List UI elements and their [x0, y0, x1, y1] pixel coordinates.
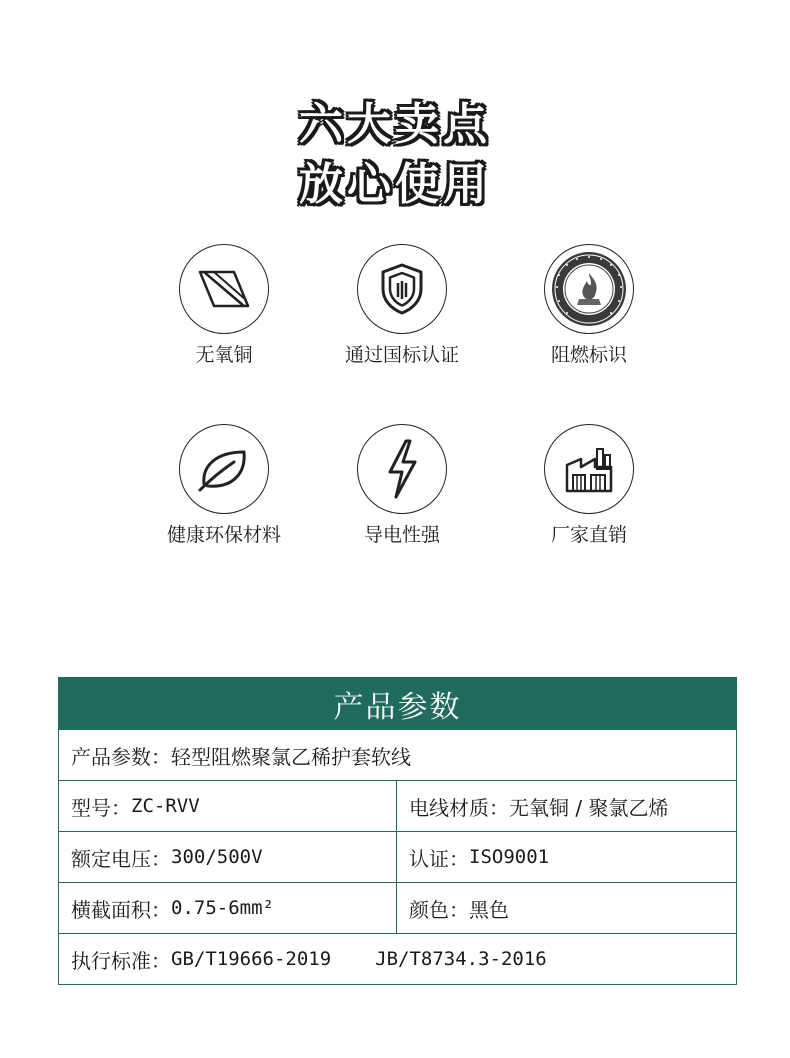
voltage-label: 额定电压：: [71, 846, 171, 871]
standard-value-1: GB/T19666-2019: [171, 948, 332, 970]
feature-label: 导电性强: [363, 524, 440, 546]
material-value: 无氧铜 / 聚氯乙烯: [509, 795, 669, 820]
lightning-icon: [357, 424, 447, 514]
cert-value: ISO9001: [469, 846, 550, 868]
params-row-section: [59, 882, 736, 933]
cert-cell: [397, 832, 736, 882]
feature-label: 厂家直销: [550, 524, 627, 546]
feature-national-standard: [302, 244, 502, 367]
params-row-model: [59, 780, 736, 831]
leaf-icon: [179, 424, 269, 514]
voltage-value: 300/500V: [171, 846, 263, 868]
color-value: 黑色: [469, 897, 509, 922]
model-cell: [59, 781, 397, 831]
standard-cell: [59, 934, 736, 984]
section-label: 横截面积：: [71, 897, 171, 922]
shield-icon: [357, 244, 447, 334]
factory-icon: [544, 424, 634, 514]
section-value: 0.75-6mm²: [171, 897, 274, 919]
voltage-cell: [59, 832, 397, 882]
certification-seal-icon: [544, 244, 634, 334]
material-cell: [397, 781, 736, 831]
standard-label: 执行标准：: [71, 948, 171, 973]
feature-label: 健康环保材料: [166, 524, 281, 546]
params-table: [58, 677, 737, 985]
material-label: 电线材质：: [409, 795, 509, 820]
parallelogram-icon: [179, 244, 269, 334]
feature-eco-material: [124, 424, 324, 547]
feature-label: 阻燃标识: [550, 344, 627, 366]
color-cell: [397, 883, 736, 933]
headline-line-2: 放心使用: [299, 159, 491, 210]
feature-factory-direct: [489, 424, 689, 547]
params-title: 产品参数: [59, 678, 736, 729]
feature-oxygen-free-copper: [124, 244, 324, 367]
product-value: 轻型阻燃聚氯乙稀护套软线: [171, 744, 411, 769]
feature-flame-retardant: [489, 244, 689, 367]
standard-value-2: JB/T8734.3-2016: [375, 948, 547, 970]
section-cell: [59, 883, 397, 933]
params-row-standard: [59, 933, 736, 984]
product-label: 产品参数：: [71, 744, 171, 769]
model-value: ZC-RVV: [131, 795, 200, 817]
params-row-voltage: [59, 831, 736, 882]
color-label: 颜色：: [409, 897, 469, 922]
feature-label: 无氧铜: [195, 344, 253, 366]
params-row-product: [59, 729, 736, 780]
cert-label: 认证：: [409, 846, 469, 871]
model-label: 型号：: [71, 795, 131, 820]
feature-conductivity: [302, 424, 502, 547]
product-cell: [59, 730, 736, 780]
feature-label: 通过国标认证: [344, 344, 459, 366]
headline-line-1: 六大卖点: [299, 99, 491, 150]
